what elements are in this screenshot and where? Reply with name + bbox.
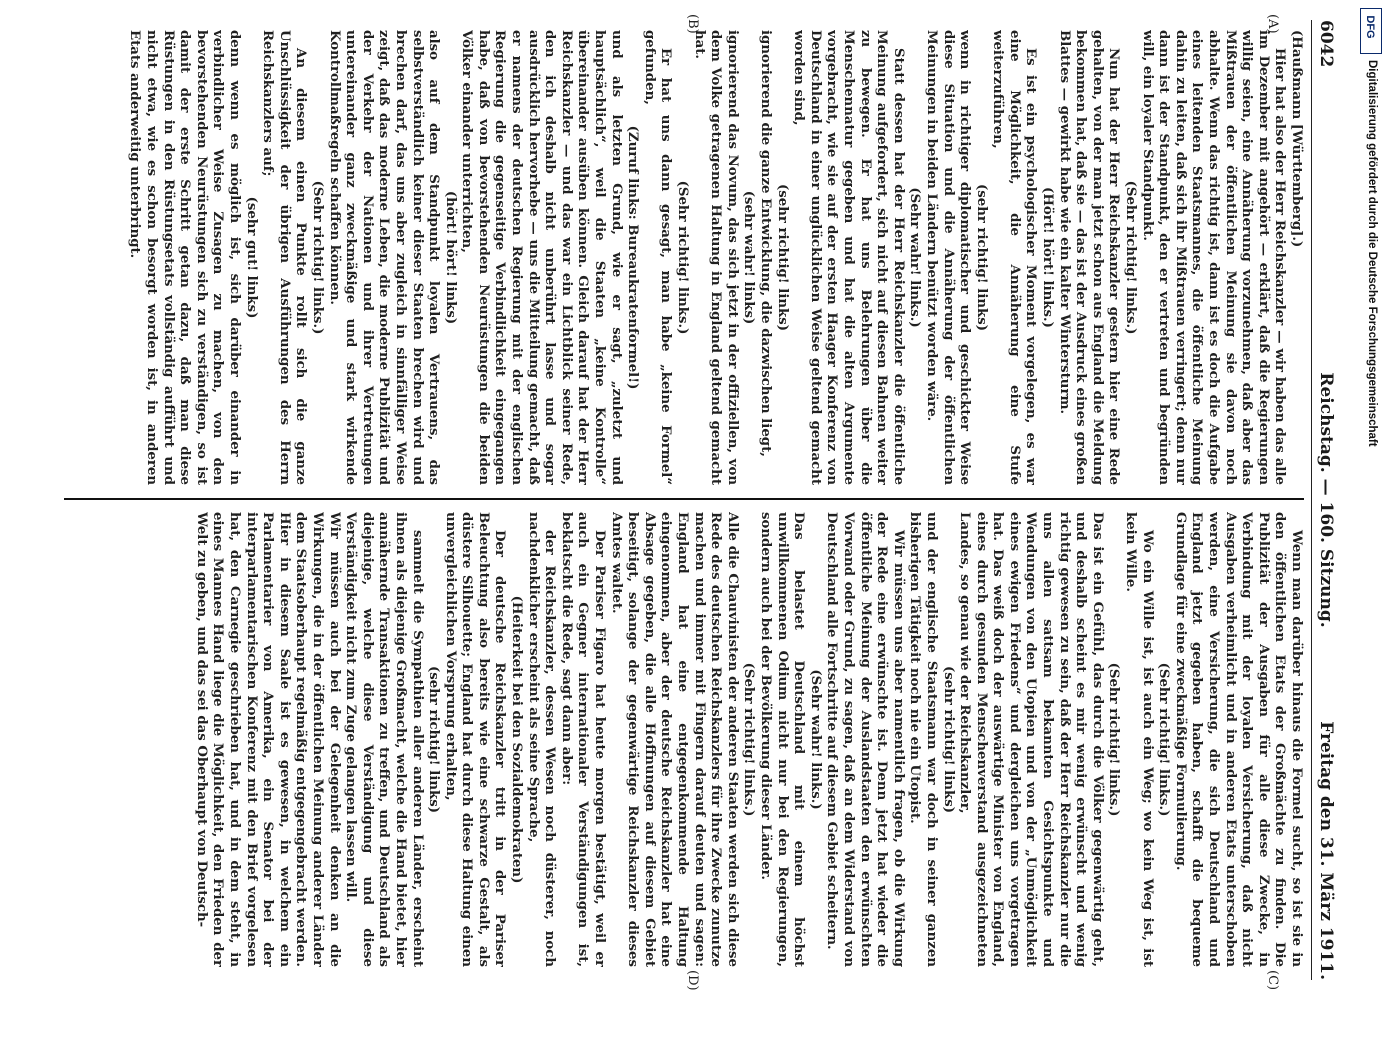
column-divider [64, 498, 1304, 500]
digitization-sidebar [1360, 8, 1380, 992]
page-number: 6042 [1316, 20, 1336, 68]
paragraph: Nun hat der Herr Reichskanzler gestern hier eine Rede gehalten, von der man jetzt schon aus England die Meldung bekommen hat, daß sie — das ist der Ausdruck eines großen Blattes — gewirkt habe wie ein kalter Wintersturm. [1056, 30, 1122, 485]
interjection: (Sehr richtig! links.) [1106, 662, 1122, 817]
paragraph: Der deutsche Reichskanzler tritt in der Pariser Beleuchtung also bereits wie eine schwarze Gestalt, als düstere Silhouette; England hat durch diese Haltung einen unvergleichlichen Vorsprung erhalten, [442, 512, 508, 967]
paragraph: Er hat uns dann gesagt, man habe „keine Formel“ gefunden, [641, 30, 674, 485]
interjection: (Sehr richtig! links.) [1156, 662, 1172, 817]
session-title: Reichstag. — 160. Sitzung. [1316, 372, 1336, 628]
running-head [1312, 20, 1340, 980]
interjection: (sehr richtig! links) [426, 665, 442, 814]
margin-marker-a: (A) [1265, 14, 1280, 34]
paragraph: ignorierend die ganze Entwicklung, die dazwischen liegt, [758, 30, 773, 457]
interjection: (Heiterkeit bei den Sozialdemokraten) [509, 595, 525, 884]
margin-marker-b: (B) [685, 14, 700, 34]
left-text-column [64, 30, 1304, 485]
dfg-logo: DFG [1360, 8, 1382, 54]
interjection: (Sehr richtig! links.) [675, 180, 691, 335]
interjection: (hört! hört! links) [442, 190, 458, 325]
paragraph: Wenn man darüber hinaus die Formel sucht, so ist sie in den öffentlichen Etats der Großmächte zu finden. Die Publizität der Ausgaben für alle diese Zwecke, in Verbindung mit der loyalen Versicherung, daß nicht Ausgaben verheimlicht und in anderen Etats unterschoben werden, eine Versicherung, die sich Deutschland und England jetzt gegeben haben, schafft die bequeme Grundlage für eine zweckmäßige Formulierung. [1172, 512, 1304, 967]
right-text-column [64, 512, 1304, 967]
interjection: (Sehr richtig! links.) [741, 662, 757, 817]
interjection: (Hört! hört! links.) [1040, 187, 1056, 328]
interjection: (sehr richtig! links) [973, 183, 989, 332]
margin-marker-d: (D) [685, 970, 700, 991]
interjection: (Sehr richtig! links.) [1123, 180, 1139, 335]
paragraph: Wo ein Wille ist, ist auch ein Weg; wo kein Weg ist, ist kein Wille. [1123, 512, 1155, 967]
interjection: (sehr wahr! links) [741, 190, 757, 325]
paragraph: Alle die Chauvinisten der anderen Staaten werden sich diese Rede des deutschen Reichskanzlers für ihre Zwecke zunutze machen und immer mit Fingern darauf deuten und sagen: England hat eine entgegenkommende Haltung eingenommen, aber der deutsche Reichskanzler hat eine Absage gegeben, die alle Hoffnungen auf diesem Gebiet beseitigt, solange der gegenwärtige Reichskanzler dieses Amtes waltet. [608, 512, 740, 967]
interjection: (Sehr wahr! links.) [807, 669, 823, 810]
paragraph: Das belastet Deutschland mit einem höchst unwillkommenen Odium nicht nur bei den Regierungen, sondern auch bei der Bevölkerung dieser Länder. [758, 512, 807, 967]
paragraph: Statt dessen hat der Herr Reichskanzler die öffentliche Meinung aufgefordert, sich nicht auf diesen Bahnen weiter zu bewegen. Er hat uns Belehrungen über die Menschennatur gegeben und hat die alten Argumente vorgebracht, wie sie auf der ersten Haager Konferenz von Deutschland in einer unglücklichen Weise geltend gemacht worden sind, [791, 30, 906, 485]
paragraph: Der Pariser Figaro hat heute morgen bestätigt, weil er auch ein Gegner internationaler Verständigungen ist, beklatscht die Rede, sagt dann aber: [558, 512, 608, 967]
printed-page [50, 14, 1340, 991]
interjection: (Sehr wahr! links.) [907, 187, 923, 328]
interjection: (Sehr richtig! links.) [309, 180, 325, 335]
funding-credit: Digitalisierung gefördert durch die Deutsche Forschungsgemeinschaft [1366, 60, 1378, 447]
interjection: (sehr richtig! links) [774, 183, 790, 332]
paragraph: der Reichskanzler, dessen Wesen noch düsterer, noch nachdenklicher erscheint als seine Sprache, [525, 512, 558, 967]
paragraph: Wir müssen auch bei der Gelegenheit denken an die Wirkungen, die in der öffentlichen Meinung anderer Länder dem Staatsoberhaupt regelmäßig entgegengebracht werden. Hier in diesem Saale ist es gewesen, in welchem ein Parlamentarier von Amerika, ein Senator bei der interparlamentarischen Konferenz mit den Brief vorgelesen hat, den Carnegie geschrieben hat, und in dem steht, in eines Mannes Hand liege die Möglichkeit, den Frieden der Welt zu geben, und das sei das Oberhaupt von Deutsch- [193, 512, 342, 967]
interjection: (sehr richtig! links) [940, 665, 956, 814]
margin-marker-c: (C) [1265, 970, 1280, 991]
interjection: (Zuruf links: Bureaukratenformel!) [625, 125, 641, 390]
paragraph: Das ist ein Gefühl, das durch die Völker gegenwärtig geht, und deshalb scheint es mir wenig erwünscht und wenig richtig gewesen zu sein, daß der Herr Reichskanzler nur die uns allen sattsam bekannten Gesichtspunkte und Wendungen von den Utopien und von der „Unmöglichkeit eines ewigen Friedens“ und dergleichen uns vorgetragen hat. Das weiß doch der auswärtige Minister von England, eines durch gesunden Menschenverstand ausgezeichneten Landes, so genau wie der Reichskanzler, [957, 512, 1105, 967]
interjection: (sehr gut! links) [243, 196, 259, 319]
paragraph: denn wenn es möglich ist, sich darüber einander in verbindlicher Weise Zusagen zu machen, von den bevorstehenden Neurüstungen sich zu verständigen, so ist damit der erste Schritt getan dazu, daß man diese Rüstungen in den Rüstungsetats vollständig aufführt und nicht etwa, wie es schon besorgt worden ist, in anderen Etats anderweitig unterbringt. [127, 30, 242, 485]
paragraph: Hier hat also der Herr Reichskanzler — wir haben das alle im Dezember mit angehört — erklärt, daß die Regierungen willig seien, eine Annäherung vorzunehmen, daß aber das Mißtrauen der öffentlichen Meinung sie davon noch abhalte. Wenn das richtig ist, dann ist es doch die Aufgabe eines leitenden Staatsmannes, die öffentliche Meinung dahin zu leiten, daß sich ihr Mißtrauen verringert; denn nur dann ist der Standpunkt, den er vertreten und begründen will, ein loyaler Standpunkt. [1139, 30, 1288, 485]
session-date: Freitag den 31. März 1911. [1316, 721, 1336, 980]
paragraph: also auf dem Standpunkt loyalen Vertrauens, das selbstverständlich keiner dieser Staaten brechen wird und brechen darf, das uns aber zugleich in sinnfälliger Weise zeigt, daß das moderne Leben, die moderne Publizität und der Verkehr der Nationen und ihrer Vertretungen untereinander ganz zweckmäßige und stark wirkende Kontrollmaßregeln schaffen können. [326, 30, 442, 485]
header-rule [1311, 20, 1312, 980]
paragraph: Es ist ein psychologischer Moment vorgelegen, es war eine Möglichkeit, die Annäherung eine Stufe weiterzuführen, [990, 30, 1039, 485]
paragraph: sammelt die Sympathien aller anderen Länder, erscheint ihnen als diejenige Großmacht, welche die Hand bietet, hier annähernde Transaktionen zu treffen, und Deutschland als diejenige, welche diese Verständigung und diese Verständigkeit nicht zum Zuge gelangen lassen will. [343, 512, 425, 967]
paragraph: wenn in richtiger diplomatischer und geschickter Weise diese Situation und die Annäherung der öffentlichen Meinungen in beiden Ländern benützt worden wäre. [923, 30, 973, 485]
paragraph: An diesem einen Punkte rollt sich die ganze Unschlüssigkeit der übrigen Ausführungen des Herrn Reichskanzlers auf; [260, 30, 309, 485]
paragraph: ignorierend das Novum, das sich jetzt in der offiziellen, von dem Volke getragenen Haltung in England geltend gemacht hat. [691, 30, 740, 485]
paragraph: und der englische Staatsmann war doch in seiner ganzen bisherigen Tätigkeit noch nie ein Utopist. [907, 512, 939, 967]
paragraph: Wir müssen uns aber namentlich fragen, ob die Wirkung der Rede eine erwünschte ist. Denn jetzt hat wieder die öffentliche Meinung der Auslandstaaten den erwünschten Vorwand oder Grund, zu sagen, daß an dem Widerstand von Deutschland alle Fortschritte auf diesem Gebiet scheitern. [824, 512, 906, 967]
paragraph: und als letzten Grund, wie er sagt, „zuletzt und hauptsächlich“, weil die Staaten „keine Kontrolle“ übereinander ausüben können. Gleich darauf hat der Herr Reichskanzler — und das war ein Lichtblick seiner Rede, den ich deshalb nicht unberührt lasse und sogar ausdrücklich hervorhebe — uns die Mitteilung gemacht, daß er namens der deutschen Regierung mit der englischen Regierung die gegenseitige Verbindlichkeit eingegangen habe, daß von bevorstehenden Neurüstungen die beiden Völker einander unterrichten, [459, 30, 624, 485]
paragraph: (Haußmann [Württemberg].) [1289, 30, 1304, 248]
